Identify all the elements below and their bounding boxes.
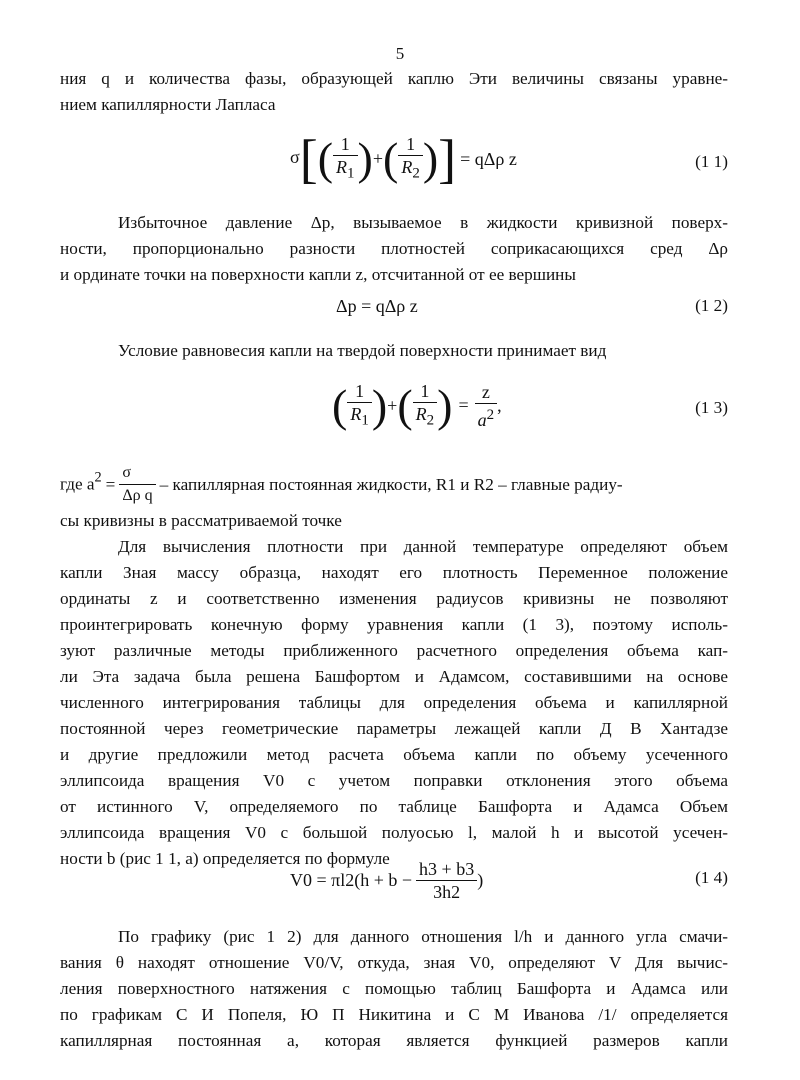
text-line: и ординате точки на поверхности капли z, отсчитанной от ее вершины <box>60 265 576 284</box>
equation-number: (1 1) <box>695 152 728 171</box>
text-line: проинтегрировать конечную форму уравнения капли (1 3), поэтому исполь- <box>60 615 728 634</box>
definition-rest: – капиллярная постоянная жидкости, R1 и R2 – главные радиу- <box>159 474 623 494</box>
fraction-numerator: 1 <box>413 380 438 403</box>
capillary-constant-symbol: a <box>477 409 487 430</box>
radius-symbol: R <box>401 157 413 178</box>
fraction-denominator: 3h2 <box>433 882 461 902</box>
text-line: ления поверхностного натяжения с помощью таблиц Башфорта и Адамса или <box>60 979 728 998</box>
radius-subscript: 2 <box>412 165 420 182</box>
text-line: ности, пропорционально разности плотностей соприкасающихся сред Δρ <box>60 239 728 258</box>
equation-lhs: V0 = πl2(h + b − <box>290 870 413 890</box>
text-line: Условие равновесия капли на твердой поверхности принимает вид <box>118 341 607 360</box>
equals-sign: = <box>458 395 469 416</box>
plus-sign: + <box>372 148 383 169</box>
page-number: 5 <box>395 44 405 63</box>
exponent: 2 <box>486 406 495 423</box>
text-line: нием капиллярности Лапласа <box>60 95 276 114</box>
closing-paren: ) <box>477 870 484 890</box>
text-line: от истинного V, определяемого по таблице Башфорта и Адамса Объем <box>60 797 728 816</box>
text-line: По графику (рис 1 2) для данного отношения l/h и данного угла смачи- <box>118 927 728 946</box>
fraction-numerator: 1 <box>333 133 358 156</box>
exponent: 2 <box>94 469 102 486</box>
text-line: эллипсоида вращения V0 с учетом поправки отклонения этого объема <box>60 771 728 790</box>
text-line: Для вычисления плотности при данной температуре определяют объем <box>118 537 728 556</box>
text-line: по графикам С И Попеля, Ю П Никитина и С М Иванова /1/ определяется <box>60 1005 728 1024</box>
text-line: ли Эта задача была решена Башфортом и Адамсом, составившими на основе <box>60 667 728 686</box>
definition-line <box>60 462 728 507</box>
equation-number: (1 2) <box>695 296 728 315</box>
equation-number: (1 3) <box>695 398 728 417</box>
fraction-numerator: σ <box>119 462 155 485</box>
fraction-numerator: z <box>475 381 498 404</box>
text-line: численного интегрирования таблицы для определения объема и капиллярной <box>60 693 728 712</box>
equation-number: (1 4) <box>695 868 728 887</box>
radius-symbol: R <box>415 404 427 424</box>
equation-1-3: ( $\frac{1}{R_1}$ )+( $\frac{1}{R_2}$ ) = $\frac{z}{a^2}$ , <box>332 379 502 431</box>
text-line: ординаты z и соответственно изменения радиусов кривизны не позволяют <box>60 589 728 608</box>
text-line: эллипсоида вращения V0 с большой полуосью l, малой h и высотой усечен- <box>60 823 728 842</box>
fraction-numerator: 1 <box>398 133 423 156</box>
text-line: ности b (рис 1 1, а) определяется по формуле <box>60 849 390 868</box>
text-line: зуют различные методы приближенного расчетного определения объема кап- <box>60 641 728 660</box>
equation-rhs: = qΔρ z <box>460 148 517 169</box>
text-line: постоянной через геометрические параметры лежащей капли Д В Хантадзе <box>60 719 728 738</box>
sigma-symbol: σ <box>290 147 300 168</box>
text-line: и другие предложили метод расчета объема капли по объему усеченного <box>60 745 728 764</box>
text-line: вания θ находят отношение V0/V, откуда, зная V0, определяют V Для вычис- <box>60 953 728 972</box>
fraction-denominator: Δρ q <box>122 487 153 504</box>
plus-sign: + <box>387 395 398 416</box>
text-line: Избыточное давление Δp, вызываемое в жидкости кривизной поверх- <box>118 213 728 232</box>
radius-symbol: R <box>350 404 362 424</box>
radius-subscript: 1 <box>347 165 355 182</box>
text-line: капиллярная постоянная a, которая является функцией размеров капли <box>60 1031 728 1050</box>
equation-1-1: σ[( $\frac{1}{R_1}$ )+( $\frac{1}{R_2}$ )] = qΔρ z <box>290 129 517 189</box>
text-line: капли Зная массу образца, находят его плотность Переменное положение <box>60 563 728 582</box>
comma: , <box>497 395 502 416</box>
equation-1-4 <box>290 858 483 903</box>
equation-1-2: Δp = qΔρ z <box>336 296 418 316</box>
radius-subscript: 2 <box>426 412 435 429</box>
radius-symbol: R <box>336 157 348 178</box>
text-line: сы кривизны в рассматриваемой точке <box>60 511 342 530</box>
text-line: ния q и количества фазы, образующей каплю Эти величины связаны уравне- <box>60 69 728 88</box>
equals-sign: = <box>105 474 116 494</box>
fraction-numerator: h3 + b3 <box>416 858 477 881</box>
fraction-numerator: 1 <box>347 380 372 403</box>
definition-lead: где a <box>60 474 95 494</box>
radius-subscript: 1 <box>361 412 369 429</box>
